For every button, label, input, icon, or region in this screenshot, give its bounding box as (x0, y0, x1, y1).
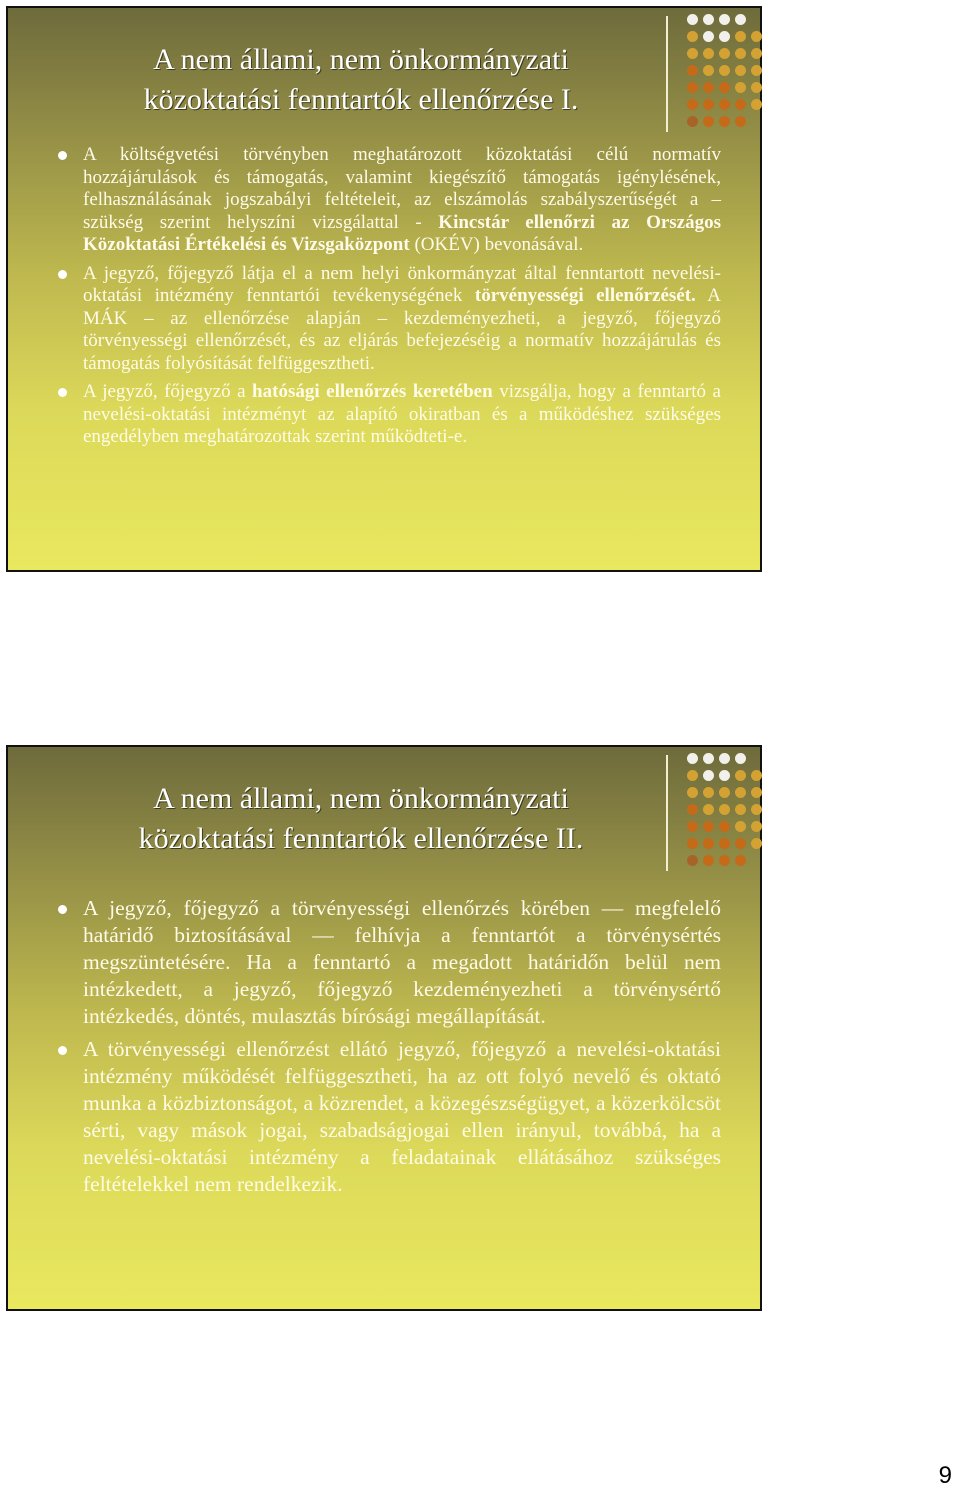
decorative-dot (703, 99, 714, 110)
decorative-dot (735, 770, 746, 781)
decorative-dot (719, 116, 730, 127)
title-divider (666, 755, 668, 871)
decorative-dot (719, 855, 730, 866)
decorative-dot-grid (683, 749, 773, 873)
decorative-dot (703, 14, 714, 25)
slide-title-line-2: közoktatási fenntartók ellenőrzése II. (138, 822, 584, 855)
decorative-dot (735, 804, 746, 815)
page-number: 9 (938, 1462, 952, 1489)
bullet-item (56, 895, 721, 1030)
decorative-dot (703, 48, 714, 59)
decorative-dot (703, 116, 714, 127)
decorative-dot (735, 99, 746, 110)
decorative-dot (703, 855, 714, 866)
decorative-dot (735, 14, 746, 25)
decorative-dot (751, 821, 762, 832)
decorative-dot (735, 82, 746, 93)
title-divider (666, 16, 668, 132)
decorative-dot (703, 753, 714, 764)
slide-1 (6, 6, 762, 572)
decorative-dot (703, 838, 714, 849)
decorative-dot (687, 838, 698, 849)
decorative-dot (719, 65, 730, 76)
decorative-dot (703, 787, 714, 798)
decorative-dot (703, 82, 714, 93)
decorative-dot (719, 838, 730, 849)
decorative-dot (751, 770, 762, 781)
bullet-item (56, 381, 721, 449)
decorative-dot (751, 99, 762, 110)
decorative-dot (735, 838, 746, 849)
decorative-dot (687, 821, 698, 832)
decorative-dot (751, 31, 762, 42)
slide-title-line-1: A nem állami, nem önkormányzati (153, 782, 569, 815)
decorative-dot (735, 753, 746, 764)
decorative-dot (719, 821, 730, 832)
bullet-list (56, 895, 721, 1204)
decorative-dot (719, 787, 730, 798)
decorative-dot (687, 14, 698, 25)
decorative-dot (687, 855, 698, 866)
decorative-dot (735, 855, 746, 866)
decorative-dot (735, 116, 746, 127)
decorative-dot (751, 804, 762, 815)
decorative-dot (719, 770, 730, 781)
decorative-dot (719, 753, 730, 764)
bullet-item (56, 263, 721, 376)
decorative-dot-grid (683, 10, 773, 134)
bullet-icon (58, 905, 67, 914)
slide-title (66, 40, 656, 120)
bullet-text: A jegyző, főjegyző látja el a nem helyi önkormányzat által fenntartott nevelési-oktatási intézmény fenntartói tevékenységének törvényességi ellenőrzését. A MÁK – az ellenőrzése alapján – kezdeményezheti, a jegyző, főjegyző törvényességi ellenőrzését, és az eljárás befejezéséig a normatív hozzájárulás és támogatás folyósítását felfüggesztheti. (83, 262, 721, 374)
decorative-dot (687, 116, 698, 127)
slide-title-line-2: közoktatási fenntartók ellenőrzése I. (143, 83, 579, 116)
bullet-icon (58, 1046, 67, 1055)
bullet-icon (58, 388, 67, 397)
decorative-dot (703, 821, 714, 832)
bullet-item (56, 144, 721, 257)
decorative-dot (735, 821, 746, 832)
decorative-dot (751, 838, 762, 849)
decorative-dot (735, 31, 746, 42)
decorative-dot (703, 31, 714, 42)
bullet-text: A törvényességi ellenőrzést ellátó jegyző, főjegyző a nevelési-oktatási intézmény működését felfüggesztheti, ha az ott folyó nevelő és oktató munka a közbiztonságot, a közrendet, a közegészségügyet, a közerkölcsöt sérti, vagy mások jogai, szabadságjogai ellen irányul, továbbá, ha a nevelési-oktatási intézmény a feladatainak ellátásához szükséges feltételekkel nem rendelkezik. (83, 1037, 721, 1196)
bullet-icon (58, 151, 67, 160)
bullet-text: A költségvetési törvényben meghatározott közoktatási célú normatív hozzájárulások és támogatás, valamint kiegészítő támogatás igénylésének, felhasználásának jogszabályi feltételeit, az elszámolás szabályszerűségét a – szükség szerint helyszíni vizsgálattal - Kincstár ellenőrzi az Országos Közoktatási Értékelési és Vizsgaközpont (OKÉV) bevonásával. (83, 144, 721, 255)
slide-title-line-1: A nem állami, nem önkormányzati (153, 43, 569, 76)
decorative-dot (687, 787, 698, 798)
decorative-dot (719, 31, 730, 42)
decorative-dot (687, 48, 698, 59)
decorative-dot (687, 804, 698, 815)
decorative-dot (719, 48, 730, 59)
decorative-dot (687, 770, 698, 781)
decorative-dot (719, 804, 730, 815)
bullet-item (56, 1036, 721, 1198)
bullet-text: A jegyző, főjegyző a törvényességi ellenőrzés körében –– megfelelő határidő biztosításával –– felhívja a fenntartót a törvénysértés megszüntetésére. Ha a fenntartó a megadott határidőn belül nem intézkedett, a jegyző, főjegyző kezdeményezheti a törvénysértő intézkedés, döntés, mulasztás bírósági megállapítását. (83, 896, 721, 1028)
decorative-dot (719, 99, 730, 110)
decorative-dot (735, 48, 746, 59)
decorative-dot (751, 787, 762, 798)
decorative-dot (751, 48, 762, 59)
decorative-dot (687, 82, 698, 93)
bullet-icon (58, 270, 67, 279)
bullet-list (56, 144, 721, 455)
decorative-dot (751, 65, 762, 76)
decorative-dot (687, 31, 698, 42)
decorative-dot (719, 82, 730, 93)
decorative-dot (735, 787, 746, 798)
slide-title (66, 779, 656, 859)
decorative-dot (687, 99, 698, 110)
decorative-dot (703, 770, 714, 781)
decorative-dot (703, 65, 714, 76)
decorative-dot (735, 65, 746, 76)
decorative-dot (687, 753, 698, 764)
decorative-dot (687, 65, 698, 76)
decorative-dot (751, 82, 762, 93)
decorative-dot (719, 14, 730, 25)
slide-2 (6, 745, 762, 1311)
decorative-dot (703, 804, 714, 815)
bullet-text: A jegyző, főjegyző a hatósági ellenőrzés keretében vizsgálja, hogy a fenntartó a nevelési-oktatási intézményt az alapító okiratban és a működéshez szükséges engedélyben meghatározottak szerint működteti-e. (83, 381, 721, 447)
